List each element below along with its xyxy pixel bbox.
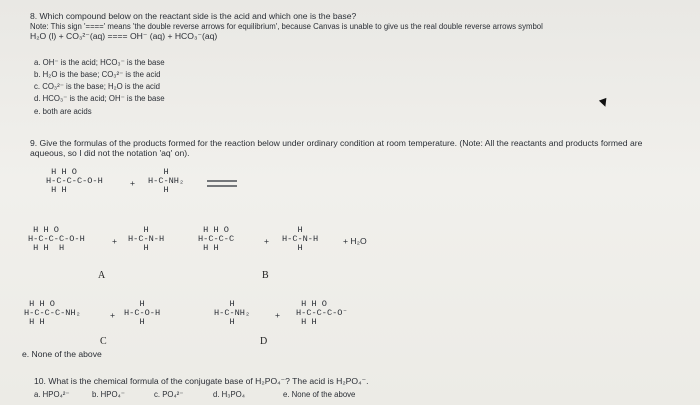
q8-option-e[interactable]: e. both are acids	[34, 107, 92, 116]
q10-option-a[interactable]: a. HPO₄²⁻	[34, 390, 70, 399]
answer-c-plus: +	[110, 310, 116, 320]
mouse-cursor-icon	[599, 98, 609, 108]
q8-title: 8. Which compound below on the reactant side is the acid and which one is the base?	[30, 11, 357, 21]
q8-equation: H₂O (l) + CO₃²⁻(aq) ==== OH⁻ (aq) + HCO₃⁻(aq)	[30, 31, 218, 41]
answer-a-label[interactable]: A	[98, 270, 106, 281]
q10-option-c[interactable]: c. PO₄²⁻	[154, 390, 184, 399]
q10-option-e[interactable]: e. None of the above	[283, 390, 356, 399]
q8-option-b[interactable]: b. H₂O is the base; CO₃²⁻ is the acid	[34, 70, 161, 79]
answer-c-label[interactable]: C	[100, 336, 107, 347]
q8-note: Note: This sign '====' means 'the double reverse arrows for equilibrium', because Canvas is unable to give us the real double reverse arrows symbol	[30, 22, 543, 31]
answer-b-structure-2: H H-C-N-H H	[282, 225, 319, 253]
answer-d-label[interactable]: D	[260, 336, 268, 347]
q9-title: 9. Give the formulas of the products formed for the reaction below under ordinary condition at room temperature. (Note: All the reactants and products formed are	[30, 138, 643, 148]
q10-option-b[interactable]: b. HPO₄⁻	[92, 390, 125, 399]
answer-d-structure-2: H H O H-C-C-C-O⁻ H H	[296, 299, 348, 327]
answer-b-plus: +	[264, 236, 270, 246]
q9-plus: +	[130, 178, 136, 188]
q8-option-a[interactable]: a. OH⁻ is the acid; HCO₃⁻ is the base	[34, 58, 165, 67]
answer-c-structure-1: H H O H-C-C-C-NH₂ H H	[24, 299, 81, 327]
answer-a-structure-2: H H-C-N-H H	[128, 225, 165, 253]
q9-option-e[interactable]: e. None of the above	[22, 349, 102, 359]
equilibrium-arrow-icon	[205, 176, 239, 190]
q8-option-c[interactable]: c. CO₃²⁻ is the base; H₂O is the acid	[34, 82, 161, 91]
q9-reactant-1: H H O H-C-C-C-O-H H H	[46, 167, 103, 195]
answer-d-structure-1: H H-C-NH₂ H	[214, 299, 251, 327]
answer-b-label[interactable]: B	[262, 270, 269, 281]
answer-b-structure-1: H H O H-C-C-C H H	[198, 225, 235, 253]
answer-d-plus: +	[275, 310, 281, 320]
q10-title: 10. What is the chemical formula of the conjugate base of H₂PO₄⁻? The acid is H₂PO₄⁻.	[34, 376, 369, 386]
answer-c-structure-2: H H-C-O-H H	[124, 299, 161, 327]
q10-option-d[interactable]: d. H₃PO₄	[213, 390, 245, 399]
q9-reactant-2: H H-C-NH₂ H	[148, 167, 185, 195]
q9-title-line2: aqueous, so I did not the notation 'aq' on).	[30, 148, 190, 158]
answer-a-structure-1: H H O H-C-C-C-O-H H H H	[28, 225, 85, 253]
answer-b-water: + H₂O	[343, 236, 367, 246]
q8-option-d[interactable]: d. HCO₃⁻ is the acid; OH⁻ is the base	[34, 94, 165, 103]
answer-a-plus: +	[112, 236, 118, 246]
